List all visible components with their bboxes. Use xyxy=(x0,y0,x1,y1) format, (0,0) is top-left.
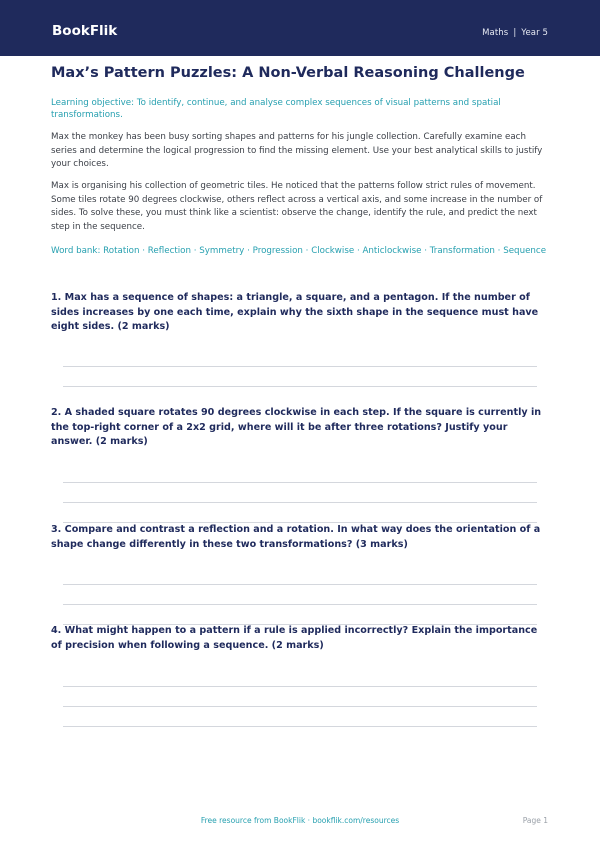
header-meta xyxy=(482,28,548,38)
subject-label: Maths xyxy=(482,28,509,38)
answer-line-q2-1[interactable] xyxy=(63,482,537,483)
meta-separator: | xyxy=(513,28,517,38)
question-1: 1. Max has a sequence of shapes: a triangle, a square, and a pentagon. If the number of sides increases by one each time, explain why the sixth shape in the sequence must have eight sides. (2 marks) xyxy=(51,292,539,332)
page-title: Max’s Pattern Puzzles: A Non-Verbal Reasoning Challenge xyxy=(51,65,525,81)
answer-line-q4-2[interactable] xyxy=(63,706,537,707)
answer-line-q1-1[interactable] xyxy=(63,366,537,367)
question-2: 2. A shaded square rotates 90 degrees clockwise in each step. If the square is currently in the top-right corner of a 2x2 grid, where will it be after three rotations? Justify your answer. (2 marks) xyxy=(51,407,542,447)
question-4: 4. What might happen to a pattern if a rule is applied incorrectly? Explain the importance of precision when following a sequence. (2 marks) xyxy=(51,625,538,651)
header-bar xyxy=(0,0,600,56)
intro-paragraph: Max the monkey has been busy sorting shapes and patterns for his jungle collection. Carefully examine each series and determine the logical progression to find the missing element. Use your best analytical skills to justify your choices. xyxy=(51,132,543,169)
page-number: Page 1 xyxy=(522,816,548,825)
context-paragraph: Max is organising his collection of geometric tiles. He noticed that the patterns follow strict rules of movement. Some tiles rotate 90 degrees clockwise, others reflect across a vertical axis, and some increase in the number of sides. To solve these, you must think like a scientist: observe the change, identify the rule, and predict the next step in the sequence. xyxy=(51,181,543,232)
answer-line-q3-2[interactable] xyxy=(63,604,537,605)
learning-objective: Learning objective: To identify, continue, and analyse complex sequences of visual patterns and spatial transformations. xyxy=(51,98,501,120)
footer-link[interactable]: Free resource from BookFlik · bookflik.com/resources xyxy=(200,816,400,825)
question-3: 3. Compare and contrast a reflection and a rotation. In what way does the orientation of a shape change differently in these two transformations? (3 marks) xyxy=(51,524,541,550)
answer-line-q4-1[interactable] xyxy=(63,686,537,687)
answer-line-q3-1[interactable] xyxy=(63,584,537,585)
answer-line-q4-3[interactable] xyxy=(63,726,537,727)
answer-line-q1-2[interactable] xyxy=(63,386,537,387)
brand-logo: BookFlik xyxy=(52,23,118,39)
word-bank: Word bank: Rotation · Reflection · Symmetry · Progression · Clockwise · Anticlockwise · Transformation · Sequence xyxy=(51,246,547,256)
answer-line-q2-2[interactable] xyxy=(63,502,537,503)
year-label: Year 5 xyxy=(521,28,548,38)
